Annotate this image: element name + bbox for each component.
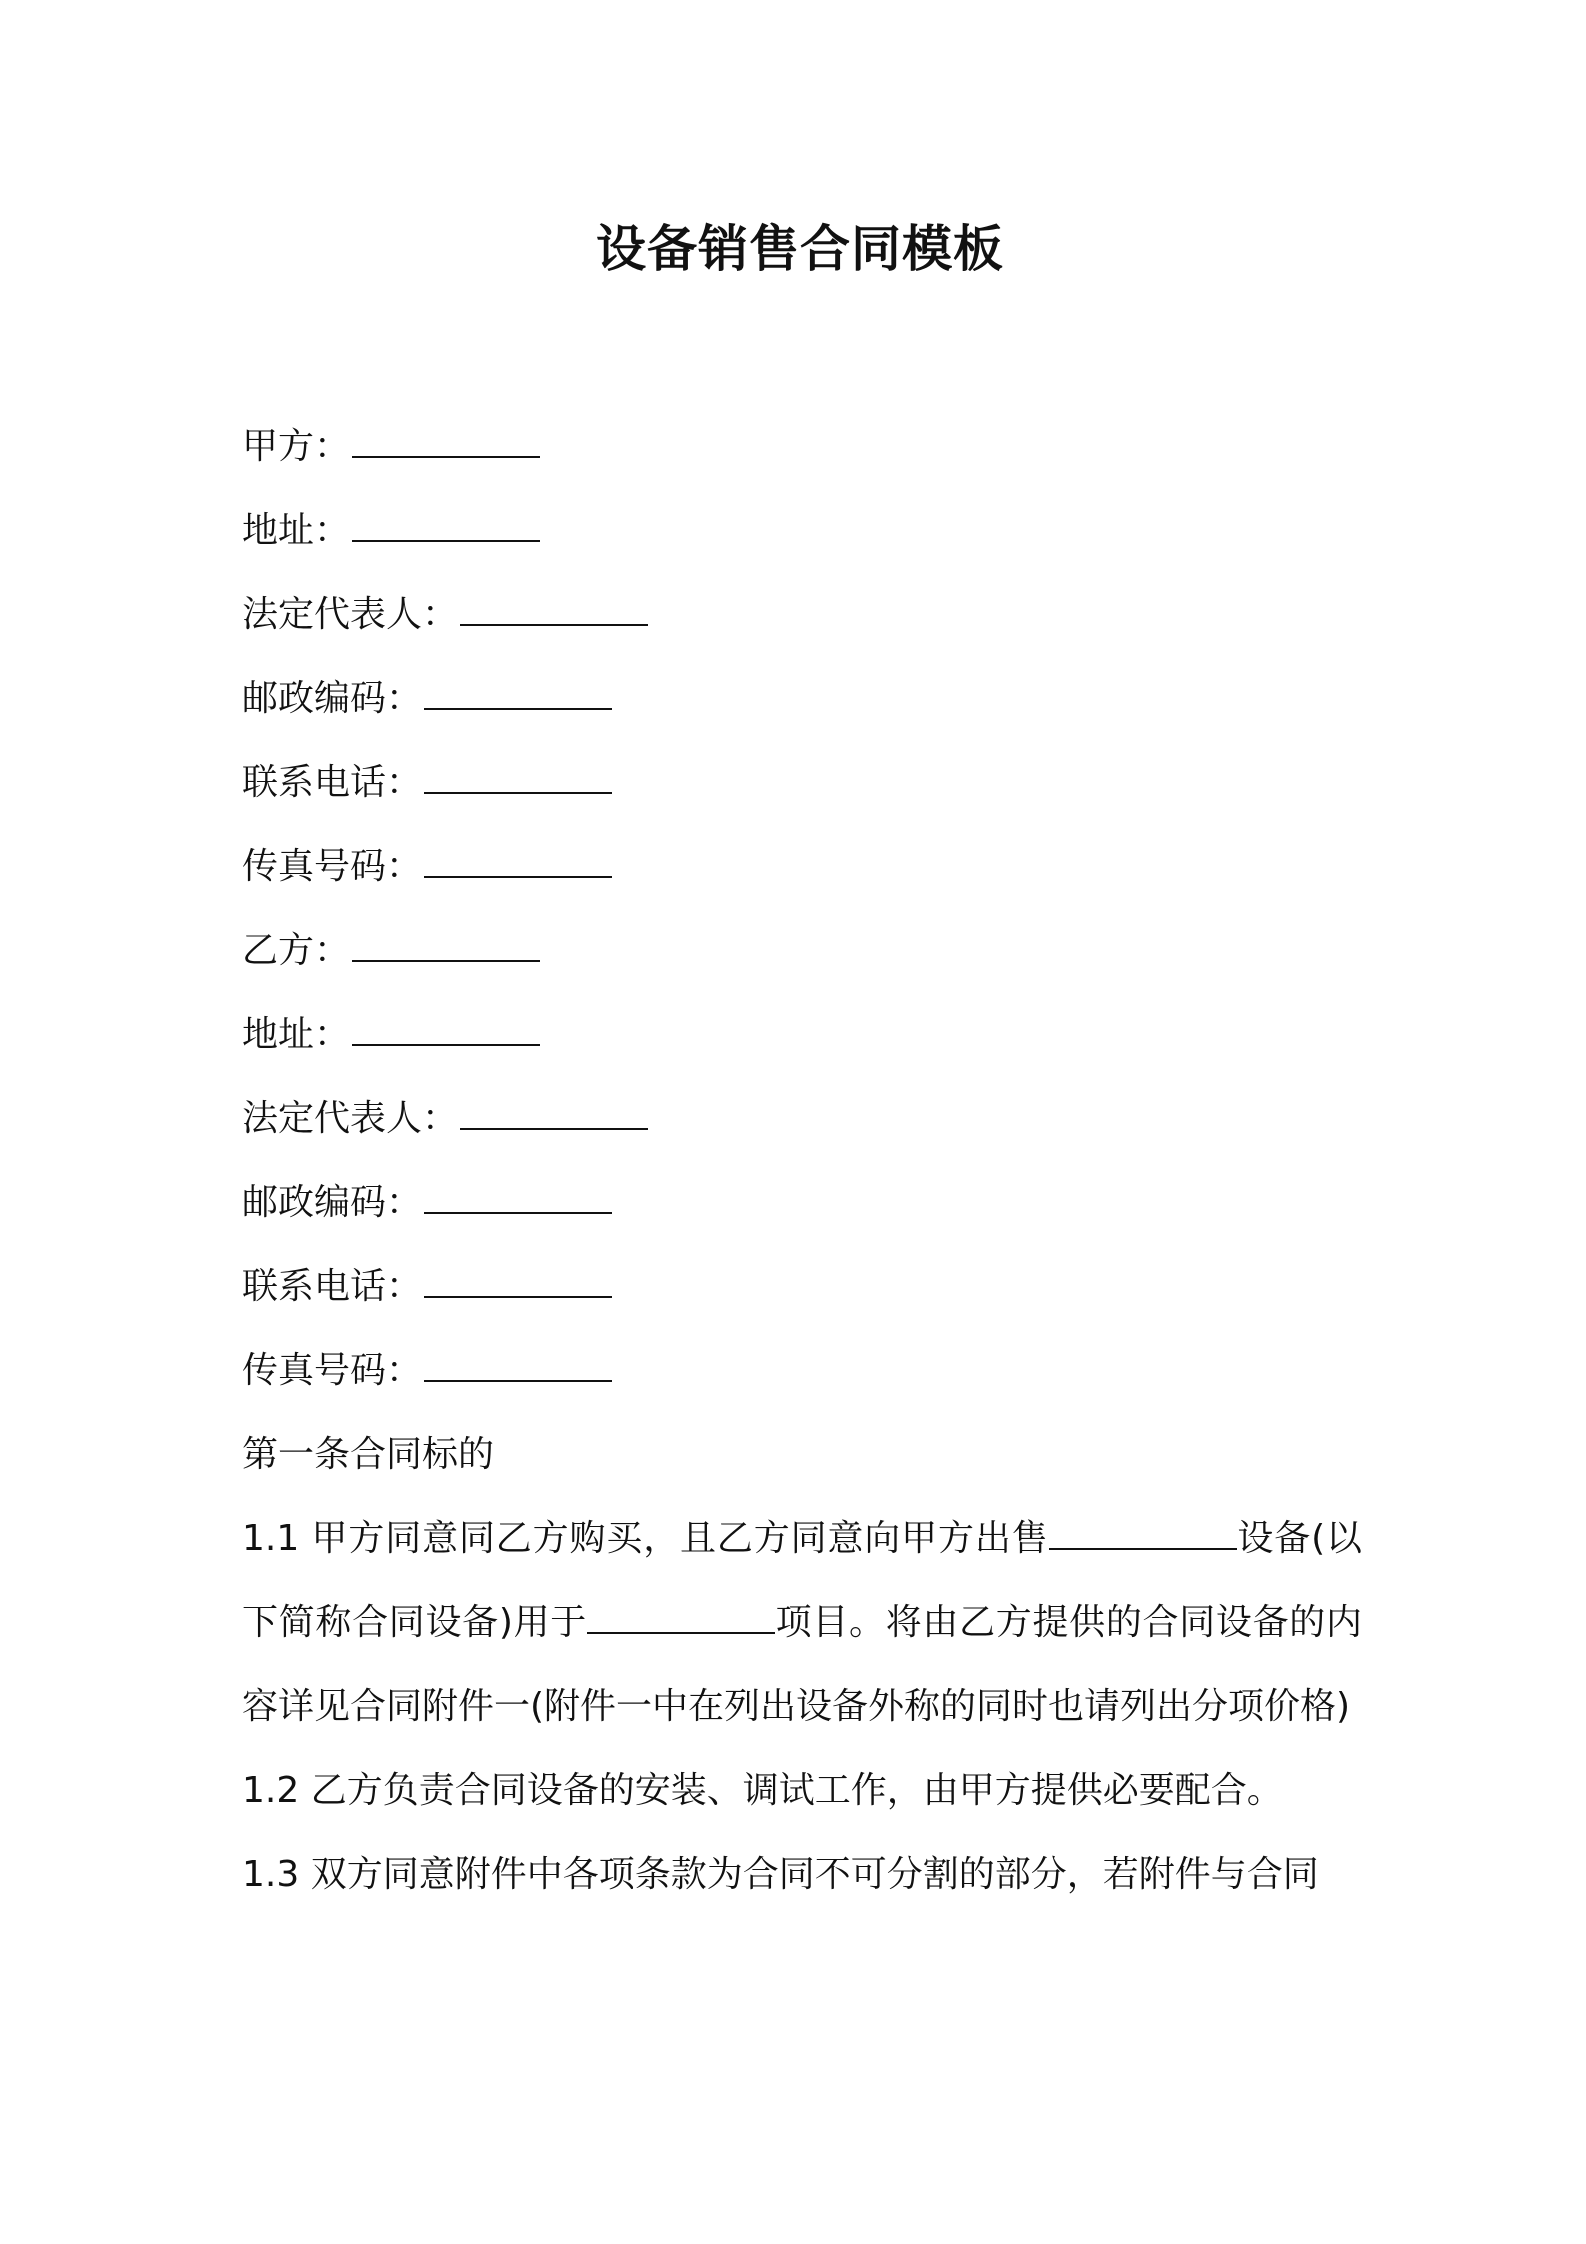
party-b-postcode-label: 邮政编码： [242, 1182, 423, 1223]
party-b-phone-blank[interactable] [424, 1264, 612, 1298]
document-body [242, 405, 1362, 1917]
party-a-phone-blank[interactable] [424, 760, 612, 794]
clause-1-1-text-b: 设备(以下简称合同设备)用于 [242, 1518, 1362, 1643]
party-b-fax-blank[interactable] [424, 1348, 612, 1382]
party-b-fax-field [242, 1329, 1362, 1413]
party-a-postcode-label: 邮政编码： [242, 678, 423, 719]
party-a-legal-rep-field [242, 573, 1362, 657]
clause-1-2: 1.2 乙方负责合同设备的安装、调试工作，由甲方提供必要配合。 [242, 1770, 1283, 1811]
party-b-postcode-blank[interactable] [424, 1180, 612, 1214]
party-a-fax-label: 传真号码： [242, 846, 423, 887]
party-b-address-field [242, 993, 1362, 1077]
party-a-blank[interactable] [352, 424, 540, 458]
party-a-address-label: 地址： [242, 510, 351, 551]
party-b-label: 乙方： [242, 930, 351, 971]
clause-1-3: 1.3 双方同意附件中各项条款为合同不可分割的部分，若附件与合同 [242, 1854, 1319, 1895]
party-a-fax-field [242, 825, 1362, 909]
project-name-blank[interactable] [587, 1600, 775, 1634]
party-a-address-field [242, 489, 1362, 573]
equipment-name-blank[interactable] [1049, 1516, 1237, 1550]
party-b-legal-rep-field [242, 1077, 1362, 1161]
document-title: 设备销售合同模板 [596, 220, 1004, 278]
party-b-phone-label: 联系电话： [242, 1266, 423, 1307]
party-a-legal-rep-blank[interactable] [460, 592, 648, 626]
party-b-blank[interactable] [352, 928, 540, 962]
party-a-address-blank[interactable] [352, 508, 540, 542]
clause-1-1 [242, 1497, 1362, 1749]
clause-1-1-text-a: 1.1 甲方同意同乙方购买，且乙方同意向甲方出售 [242, 1518, 1049, 1559]
party-a-field [242, 405, 1362, 489]
party-a-fax-blank[interactable] [424, 844, 612, 878]
party-a-legal-rep-label: 法定代表人： [242, 594, 459, 635]
party-a-phone-field [242, 741, 1362, 825]
party-b-legal-rep-blank[interactable] [460, 1096, 648, 1130]
party-b-address-label: 地址： [242, 1014, 351, 1055]
clause-1-1-text-c: 项目。将由乙方提供的合同设备的内容详见合同附件一(附件一中在列出设备外称的同时也请列出分项价格) [242, 1602, 1362, 1727]
article-1-heading: 第一条合同标的 [242, 1434, 495, 1475]
party-b-fax-label: 传真号码： [242, 1350, 423, 1391]
party-a-postcode-field [242, 657, 1362, 741]
party-b-field [242, 909, 1362, 993]
party-b-postcode-field [242, 1161, 1362, 1245]
party-b-legal-rep-label: 法定代表人： [242, 1098, 459, 1139]
party-b-address-blank[interactable] [352, 1012, 540, 1046]
party-a-postcode-blank[interactable] [424, 676, 612, 710]
party-a-phone-label: 联系电话： [242, 762, 423, 803]
party-a-label: 甲方： [242, 426, 351, 467]
party-b-phone-field [242, 1245, 1362, 1329]
